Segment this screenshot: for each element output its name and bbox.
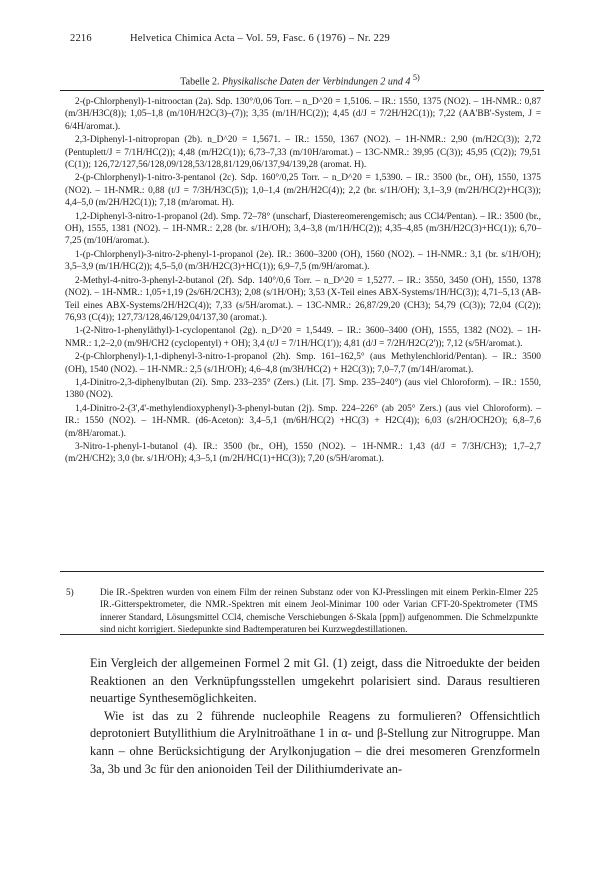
compound-entry: 1,4-Dinitro-2,3-diphenylbutan (2i). Smp. 233–235° (Zers.) (Lit. [7]. Smp. 235–240°) (aus viel Chloroform). – IR.: 1550, 1380 (NO2). [65, 377, 541, 401]
compound-entry: 2-(p-Chlorphenyl)-1,1-diphenyl-3-nitro-1-propanol (2h). Smp. 161–162,5° (aus Methylenchlorid/Pentan). – IR.: 3500 (OH), 1540 (NO2). – 1H-NMR.: 2,5 (s/1H/OH); 4,6–4,8 (m/3H/HC(2) + H2C(3)); 7,0–7,7 (m/14H/aromat.). [65, 352, 541, 375]
compound-entry: 1-(p-Chlorphenyl)-3-nitro-2-phenyl-1-propanol (2e). IR.: 3600–3200 (OH), 1560 (NO2). – 1H-NMR.: 3,1 (br. s/1H/OH); 3,5–3,9 (m/1H/HC(2)); 4,5–5,0 (m/3H/H2C(3)+HC(1)); 6,9–7,5 (m/9H/aromat.). [65, 249, 541, 273]
running-title: Helvetica Chimica Acta – Vol. 59, Fasc. 6 (1976) – Nr. 229 [130, 33, 390, 44]
body-paragraph: Wie ist das zu 2 führende nucleophile Reagens zu formulieren? Offensichtlich deprotoniert Butyllithium die Arylnitroäthane 1 in α- und β-Stellung zur Nitrogruppe. Man kann – ohne Berücksichtigung der Arylkonjugation – die drei mesomeren Grenzformeln 3a, 3b und 3c für den anionoiden Teil der Dilithiumderivate an- [90, 708, 540, 776]
table-caption [0, 73, 600, 87]
compound-entry: 1,2-Diphenyl-3-nitro-1-propanol (2d). Smp. 72–78° (unscharf, Diastereomerengemisch; aus CCl4/Pentan). – IR.: 3500 (br., OH), 1555, 1381 (NO2). – 1H-NMR.: 2,28 (br. s/1H/OH); 3,4–3,8 (m/1H/HC(2)); 4,35–4,85 (m/3H/H2C(3)+HC(1)); 6,70–7,25 (m/10H/aromat.). [65, 211, 541, 247]
footnote-text: Die IR.-Spektren wurden von einem Film der reinen Substanz oder von KJ-Presslingen mit einem Perkin-Elmer 225 IR.-Gitterspektrometer, die NMR.-Spektren mit einem Jeol-Minimar 100 oder Varian CFT-20-Spektrometer (TMS innerer Standard, Lösungsmittel CCl4, chemische Verschiebungen δ-Skala [ppm]) aufgenommen. Die Schmelzpunkte sind nicht korrigiert. Siedepunkte sind Badtemperaturen bei Kurzwegdestillationen. [100, 587, 538, 634]
table-footnote [66, 586, 538, 635]
page-number: 2216 [70, 33, 92, 44]
compound-entry: 2-(p-Chlorphenyl)-1-nitro-3-pentanol (2c). Sdp. 160°/0,25 Torr. – n_D^20 = 1,5390. – IR.: 3500 (br., OH), 1550, 1375 (NO2). – 1H-NMR.: 0,88 (t/J = 7/3H/H3C(5)); 1,0–1,4 (m/2H/H2C(4)); 2,2 (br. s/1H/OH); 3,1–3,9 (m/2H/HC(2)+HC(3)); 4,4–5,0 (m/2H/H2C(1)); 7,18 (m/aromat. H). [65, 173, 541, 209]
compound-entry: 3-Nitro-1-phenyl-1-butanol (4). IR.: 3500 (br., OH), 1550 (NO2). – 1H-NMR.: 1,43 (d/J = 7/3H/CH3); 1,7–2,7 (m/2H/CH2); 3,0 (br. s/1H/OH); 4,3–5,1 (m/2H/HC(1)+HC(3)); 7,20 (s/5H/aromat.). [65, 441, 541, 465]
compound-entry: 1,4-Dinitro-2-(3',4'-methylendioxyphenyl)-3-phenyl-butan (2j). Smp. 224–226° (ab 205° Zers.) (aus viel Chloroform). – IR.: 1550 (NO2). – 1H-NMR. (d6-Aceton): 3,4–5,1 (m/6H/HC(2) +HC(3) + H2C(4)); 6,03 (s/2H/OCH2O); 6,8–7,6 (m/8H/aromat.). [65, 403, 541, 439]
compound-entry: 1-(2-Nitro-1-phenyläthyl)-1-cyclopentanol (2g). n_D^20 = 1,5449. – IR.: 3600–3400 (OH), 1555, 1382 (NO2). – 1H-NMR.: 1,2–2,0 (m/9H/CH2 (cyclopentyl) + OH); 3,4 (t/J = 7/1H/HC(1')); 4,81 (d/J = 7/2H/H2C(2')); 7,12 (s/5H/aromat.). [65, 326, 541, 349]
footnote-mark: 5) [66, 587, 74, 597]
compound-data-table [65, 96, 541, 467]
table-top-rule [60, 90, 544, 91]
footnote-rule [60, 634, 544, 635]
compound-entry: 2-(p-Chlorphenyl)-1-nitrooctan (2a). Sdp. 130°/0,06 Torr. – n_D^20 = 1,5106. – IR.: 1550, 1375 (NO2). – 1H-NMR.: 0,87 (m/3H/H3C(8)); 1,05–1,8 (m/10H/H2C(3)–(7)); 3,35 (m/1H/HC(2)); 4,45 (d/J = 7/2H/H2C(1)); 7,22 (AA'BB'-System, J = 6/4H/aromat.). [65, 97, 541, 132]
table-footnote-ref: 5) [412, 73, 420, 82]
table-title: Physikalische Daten der Verbindungen 2 und 4 [222, 76, 411, 88]
body-text [90, 655, 540, 778]
compound-entry: 2-Methyl-4-nitro-3-phenyl-2-butanol (2f). Sdp. 140°/0,6 Torr. – n_D^20 = 1,5277. – IR.: 3550, 3450 (OH), 1550, 1378 (NO2). – 1H-NMR.: 1,05+1,19 (2s/6H/2CH3); 2,08 (s/1H/OH); 3,53 (X-Teil eines ABX-Systems/1H/HC(3)); 4,71–5,13 (AB-Teil eines ABX-Systems/2H/H2C(4)); 7,33 (s/5H/aromat.). – 13C-NMR.: 26,87/29,20 (CH3); 54,79 (C(3)); 72,04 (C(2)); 76,93 (C(4)); 127,73/128,46/129,04/137,30 (aromat.). [65, 275, 541, 323]
table-bottom-rule [60, 571, 544, 572]
compound-entry: 2,3-Diphenyl-1-nitropropan (2b). n_D^20 = 1,5671. – IR.: 1550, 1367 (NO2). – 1H-NMR.: 2,90 (m/H2C(3)); 2,72 (Pentuplett/J = 7/1H/HC(2)); 4,48 (m/H2C(1)); 6,73–7,33 (m/10H/aromat.) – 13C-NMR.: 39,95 (C(3)); 45,95 (C(2)); 79,51 (C(1)); 126,72/127,56/128,09/128,53/128,81/129,06/137,94/139,28 (aromat. H). [65, 135, 541, 171]
table-label: Tabelle 2. [180, 76, 220, 88]
body-paragraph: Ein Vergleich der allgemeinen Formel 2 mit Gl. (1) zeigt, dass die Nitroedukte der beiden Reaktionen an den Verknüpfungsstellen umgekehrt polarisiert sind. Daraus resultieren neuartige Synthesemöglichkeiten. [90, 656, 540, 706]
